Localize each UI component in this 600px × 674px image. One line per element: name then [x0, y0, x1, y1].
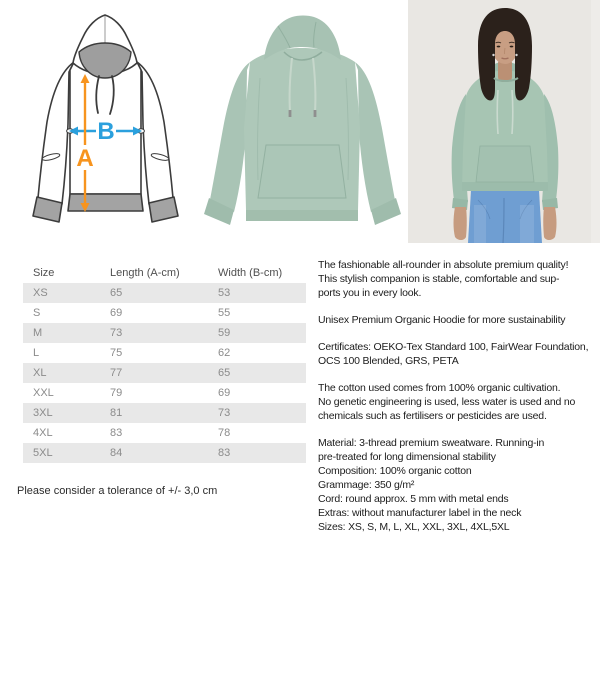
jeans: [468, 190, 542, 243]
size-table-cell-width: 78: [218, 427, 231, 439]
size-table-cell-width: 55: [218, 307, 231, 319]
size-table-cell-length: 79: [110, 387, 123, 399]
hand: [454, 207, 467, 240]
earring: [515, 54, 517, 56]
kangaroo-pocket: [476, 146, 534, 182]
product-description: [318, 258, 598, 547]
size-table-row: [23, 283, 306, 303]
size-table-cell-length: 81: [110, 407, 123, 419]
size-table-cell-width: 62: [218, 347, 231, 359]
size-table-cell-size: L: [33, 347, 40, 359]
size-table-cell-size: XL: [33, 367, 47, 379]
size-table-cell-length: 65: [110, 287, 123, 299]
size-table-row: [23, 423, 306, 443]
hand: [543, 207, 556, 240]
size-table-cell-size: XS: [33, 287, 48, 299]
column-header-size: Size: [33, 266, 55, 279]
column-header-length: Length (A-cm): [110, 266, 180, 279]
drawstring: [497, 90, 498, 134]
size-table-cell-width: 65: [218, 367, 231, 379]
size-table-row: [23, 363, 306, 383]
hoodie-measurement-diagram: [28, 10, 183, 232]
size-table-cell-size: XXL: [33, 387, 54, 399]
length-a-label: A: [76, 145, 94, 172]
size-table-cell-size: S: [33, 307, 41, 319]
size-table-row: [23, 343, 306, 363]
description-paragraph: Unisex Premium Organic Hoodie for more sustainability: [318, 314, 566, 326]
width-b-label: B: [97, 118, 115, 145]
size-table-cell-size: 5XL: [33, 447, 53, 459]
size-table-header: [23, 262, 306, 283]
size-table-cell-width: 83: [218, 447, 231, 459]
column-header-width: Width (B-cm): [218, 266, 283, 279]
size-table-cell-length: 75: [110, 347, 123, 359]
size-table-cell-width: 59: [218, 327, 231, 339]
size-table-cell-size: 3XL: [33, 407, 53, 419]
drawstring: [512, 90, 513, 134]
hoodie-model-photo: [408, 0, 600, 243]
waistband: [68, 194, 143, 211]
earring: [492, 54, 494, 56]
size-table-cell-length: 83: [110, 427, 123, 439]
tolerance-note: Please consider a tolerance of +/- 3,0 cm: [17, 485, 218, 497]
size-table-row: [23, 443, 306, 463]
description-paragraph: The fashionable all-rounder in absolute premium quality! This stylish companion is stable, comfortable and sup- ports you in every look.: [318, 259, 569, 299]
size-table-row: [23, 323, 306, 343]
size-table-cell-length: 69: [110, 307, 123, 319]
size-table: [23, 262, 306, 463]
size-table-cell-width: 69: [218, 387, 231, 399]
kangaroo-pocket: [258, 145, 346, 198]
size-table-row: [23, 303, 306, 323]
size-table-cell-width: 53: [218, 287, 231, 299]
size-table-cell-length: 73: [110, 327, 123, 339]
description-paragraph: The cotton used comes from 100% organic cultivation. No genetic engineering is used, less water is used and no chemicals such as fertilisers or pesticides are used.: [318, 382, 576, 422]
description-paragraph: Certificates: OEKO-Tex Standard 100, FairWear Foundation, OCS 100 Blended, GRS, PETA: [318, 341, 589, 367]
size-table-row: [23, 403, 306, 423]
size-table-row: [23, 383, 306, 403]
size-table-cell-length: 77: [110, 367, 123, 379]
size-table-cell-width: 73: [218, 407, 231, 419]
hoodie-flat-photo: [200, 8, 405, 233]
size-table-cell-size: M: [33, 327, 43, 339]
description-paragraph: Material: 3-thread premium sweatware. Running-in pre-treated for long dimensional stability Composition: 100% organic cotton Grammage: 350 g/m² Cord: round approx. 5 mm with metal ends Extras: without manufacturer label in the neck Sizes: XS, S, M, L, XL, XXL, 3XL, 4XL,5XL: [318, 437, 545, 533]
size-table-cell-length: 84: [110, 447, 123, 459]
size-table-cell-size: 4XL: [33, 427, 53, 439]
